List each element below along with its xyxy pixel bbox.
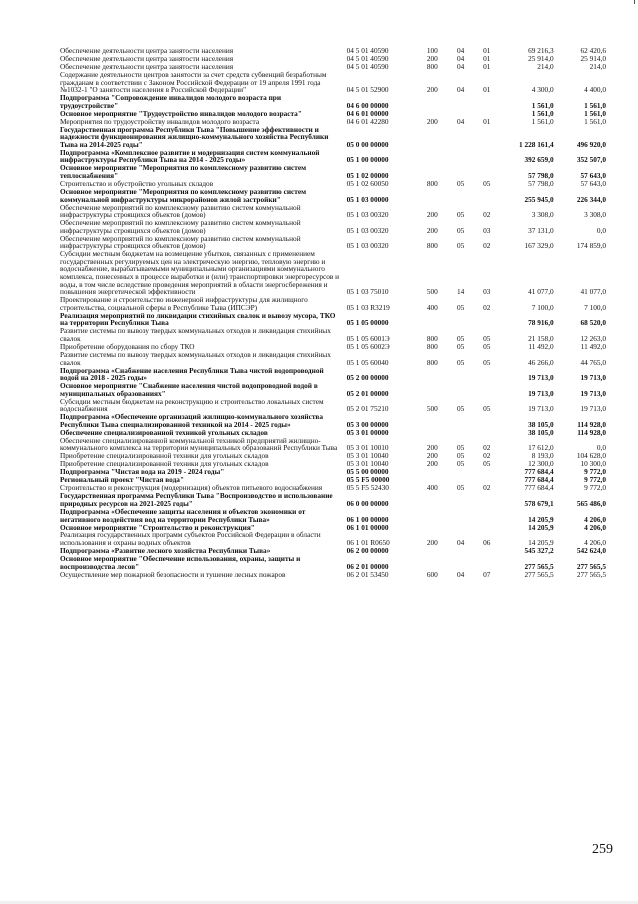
row-subsection: 03	[483, 287, 491, 297]
row-amount-2024: 777 684,4	[524, 475, 554, 485]
row-subsection	[474, 382, 499, 398]
row-section: 04	[456, 569, 465, 579]
row-code: 05 2 01 00000	[346, 388, 389, 398]
row-subsection: 07	[483, 569, 491, 579]
row-amount-2025: 10 300,0	[580, 459, 606, 469]
table-row	[60, 71, 606, 94]
row-expense-type: 800	[426, 241, 438, 251]
row-expense-type	[418, 126, 447, 149]
row-expense-type: 200	[426, 225, 438, 235]
row-code: 04 5 01 40590	[346, 61, 389, 71]
budget-table	[60, 47, 606, 579]
row-amount-2025: 11 492,0	[580, 341, 606, 351]
row-amount-2024: 17 612,0	[528, 443, 554, 453]
row-code: 05 1 02 60050	[346, 179, 389, 188]
row-section	[447, 524, 474, 532]
row-section: 05	[456, 483, 465, 493]
row-section: 05	[456, 404, 465, 414]
row-section: 04	[456, 61, 465, 71]
row-section: 05	[456, 241, 465, 251]
row-expense-type: 200	[426, 116, 438, 126]
row-subsection: 02	[483, 302, 491, 312]
table-row	[60, 126, 606, 149]
row-subsection	[474, 312, 499, 328]
row-expense-type: 800	[426, 341, 438, 351]
row-subsection	[474, 555, 499, 571]
row-expense-type	[418, 164, 447, 180]
row-name: Развитие системы по вывозу твердых коммунальных отходов и ликвидация стихийных свалок	[60, 326, 331, 343]
row-amount-2024: 46 266,0	[528, 357, 554, 367]
row-section	[447, 468, 474, 476]
row-expense-type: 200	[426, 443, 438, 453]
row-amount-2025: 12 263,0	[580, 334, 606, 343]
table-row	[60, 312, 606, 328]
row-name: Основное мероприятие "Обеспечение использования, охраны, защиты и воспроизводства лесов"	[60, 554, 301, 571]
row-expense-type	[418, 382, 447, 398]
row-amount-2025: 44 765,0	[580, 357, 606, 367]
row-amount-2024: 25 914,0	[528, 53, 554, 63]
row-code: 05 1 00 00000	[346, 155, 389, 165]
row-amount-2025: 174 859,0	[576, 241, 606, 251]
row-expense-type: 500	[426, 404, 438, 414]
row-amount-2025: 4 400,0	[584, 85, 606, 95]
row-amount-2025: 226 344,0	[576, 194, 606, 204]
row-name: Подпрограмма "Чистая вода на 2019 - 2024 годы"	[60, 467, 225, 477]
row-subsection	[474, 508, 499, 524]
table-row	[60, 188, 606, 204]
row-name: Обеспечение мероприятий по комплексному развитию систем коммунальной инфраструктуры строящихся объектов (домов)	[60, 218, 301, 235]
row-amount-2024: 57 798,0	[528, 171, 554, 181]
row-expense-type	[418, 149, 447, 165]
row-amount-2025: 4 206,0	[584, 538, 606, 548]
row-amount-2024: 19 713,0	[528, 373, 554, 383]
row-subsection	[474, 468, 499, 476]
row-subsection: 05	[483, 357, 491, 367]
row-code: 04 5 01 40590	[346, 46, 389, 55]
row-amount-2025: 496 920,0	[576, 139, 606, 149]
row-amount-2025: 7 100,0	[584, 302, 606, 312]
row-amount-2025: 214,0	[589, 61, 606, 71]
row-name: Проектирование и строительство инженерной инфраструктуры для жилищного строительства, социальной сферы в Республике Тыва (ИПСЭР)	[60, 295, 308, 312]
row-code: 05 0 00 00000	[346, 139, 389, 149]
row-amount-2024: 69 216,3	[528, 46, 554, 55]
row-name: Обеспечение специализированной коммунальной техникой предприятий жилищно-коммунального комплекса на территории муниципальных образований Республики Тыва	[60, 435, 338, 453]
row-amount-2024: 12 300,0	[528, 459, 554, 469]
row-expense-type: 200	[426, 459, 438, 469]
row-amount-2024: 777 684,4	[524, 483, 554, 493]
row-name: Строительство и реконструкция (модернизация) объектов питьевого водоснабжения	[60, 483, 323, 493]
row-name: Подпрограмма «Снабжение населения Республики Тыва чистой водопроводной водой на 2018 - 2025 годы»	[60, 365, 324, 383]
row-name: Обеспечение деятельности центра занятости населения	[60, 46, 234, 55]
row-section	[447, 126, 474, 149]
table-row	[60, 250, 606, 296]
row-amount-2025: 114 928,0	[577, 419, 606, 429]
row-amount-2025: 57 643,0	[580, 171, 606, 181]
row-section: 05	[456, 334, 465, 343]
row-subsection	[474, 367, 499, 383]
table-row	[60, 235, 606, 251]
row-section	[447, 188, 474, 204]
row-expense-type	[418, 508, 447, 524]
row-amount-2024: 8 193,0	[531, 451, 554, 461]
row-name: Субсидии местным бюджетам на реконструкцию и строительство локальных систем водоснабжения	[60, 396, 324, 414]
row-amount-2025: 0,0	[596, 443, 606, 453]
row-subsection: 02	[483, 241, 491, 251]
row-name: Основное мероприятие "Снабжение населения чистой водопроводной водой в муниципальных образованиях"	[60, 381, 318, 398]
row-section: 05	[456, 341, 465, 351]
row-subsection	[474, 126, 499, 149]
row-name: Государственная программа Республики Тыва "Повышение эффективности и надежности функционирования жилищно-коммунального хозяйства Республики Тыва на 2014-2025 годы"	[60, 124, 329, 149]
row-section	[447, 312, 474, 328]
row-amount-2024: 277 565,5	[524, 561, 554, 571]
row-amount-2024: 255 945,0	[524, 194, 554, 204]
table-row	[60, 94, 606, 110]
row-section: 14	[456, 287, 465, 297]
row-amount-2025: 352 507,0	[576, 155, 606, 165]
row-amount-2024: 1 561,0	[531, 116, 554, 126]
row-amount-2025: 9 772,0	[584, 483, 606, 493]
row-subsection: 01	[483, 61, 491, 71]
row-amount-2025: 104 628,0	[576, 451, 606, 461]
row-name: Подпрограмма «Развитие лесного хозяйства Республики Тыва»	[60, 546, 271, 556]
row-amount-2025: 277 565,5	[576, 569, 606, 579]
row-name: Основное мероприятие "Трудоустройство инвалидов молодого возраста"	[60, 108, 302, 118]
row-subsection	[474, 94, 499, 110]
row-subsection: 01	[483, 46, 491, 55]
row-subsection	[474, 149, 499, 165]
row-amount-2025: 19 713,0	[580, 404, 606, 414]
row-amount-2024: 38 105,0	[528, 427, 554, 437]
row-amount-2025: 57 643,0	[580, 179, 606, 188]
row-section: 05	[456, 225, 465, 235]
row-amount-2024: 37 131,0	[528, 225, 554, 235]
row-name: Подпрограмма «Комплексное развитие и модернизация систем коммунальной инфраструктуры Республики Тыва на 2014 - 2025 годы»	[60, 147, 320, 165]
row-code: 05 2 01 75210	[346, 404, 389, 414]
row-expense-type: 200	[426, 538, 438, 548]
row-amount-2024: 277 565,5	[524, 569, 554, 579]
row-subsection	[474, 413, 499, 429]
row-section	[447, 164, 474, 180]
row-section	[447, 429, 474, 437]
row-subsection: 05	[483, 404, 491, 414]
row-name: Приобретение специализированной техники для угольных складов	[60, 451, 269, 461]
row-amount-2025: 4 206,0	[584, 514, 606, 524]
row-expense-type: 800	[426, 334, 438, 343]
row-name: Реализация мероприятий по ликвидации стихийных свалок и вывозу мусора, ТКО на территории Республики Тыва	[60, 310, 336, 328]
row-section	[447, 413, 474, 429]
row-expense-type	[418, 188, 447, 204]
row-amount-2025: 277 565,5	[576, 561, 606, 571]
table-row	[60, 219, 606, 235]
row-name: Региональный проект "Чистая вода"	[60, 475, 184, 485]
row-expense-type	[418, 547, 447, 555]
row-code: 04 6 00 00000	[346, 100, 389, 110]
budget-table-body	[60, 47, 606, 579]
row-code: 05 1 05 00000	[346, 318, 389, 328]
row-amount-2024: 7 100,0	[531, 302, 554, 312]
row-section: 05	[456, 443, 465, 453]
row-code: 05 1 03 00000	[346, 194, 389, 204]
row-code: 06 1 01 00000	[346, 522, 389, 532]
row-code: 04 6 01 42280	[346, 116, 389, 126]
table-row	[60, 327, 606, 343]
row-code: 06 1 00 00000	[346, 514, 389, 524]
row-name: Осуществление мер пожарной безопасности и тушение лесных пожаров	[60, 569, 286, 579]
row-amount-2024: 14 205,9	[528, 538, 554, 548]
row-expense-type: 600	[426, 569, 438, 579]
row-section: 05	[456, 451, 465, 461]
row-amount-2024: 1 228 161,4	[519, 139, 554, 149]
row-section: 05	[456, 179, 465, 188]
row-name: Содержание деятельности центров занятости за счет средств субвенций безработным гражданам в соответствии с Законом Российской Федерации от 19 апреля 1991 года №1032-1 "О занятости населения в Российской Федерации"	[60, 69, 327, 95]
row-expense-type: 500	[426, 287, 438, 297]
row-expense-type: 800	[426, 357, 438, 367]
row-code: 04 5 01 52900	[346, 85, 389, 95]
row-code: 05 1 03 R3219	[346, 302, 390, 312]
row-amount-2024: 11 492,0	[528, 341, 554, 351]
row-name: Обеспечение мероприятий по комплексному развитию систем коммунальной инфраструктуры строящихся объектов (домов)	[60, 202, 301, 220]
row-amount-2024: 14 205,9	[528, 514, 554, 524]
row-amount-2025: 565 486,0	[576, 498, 606, 508]
row-amount-2024: 38 105,0	[528, 419, 554, 429]
row-subsection: 06	[483, 538, 491, 548]
row-amount-2024: 578 679,1	[524, 498, 554, 508]
row-expense-type: 800	[426, 61, 438, 71]
row-section	[447, 492, 474, 508]
row-section: 04	[456, 53, 465, 63]
table-row	[60, 149, 606, 165]
row-name: Обеспечение специализированной техникой угольных складов	[60, 427, 268, 437]
row-name: Строительство и обустройство угольных складов	[60, 179, 214, 188]
table-row	[60, 555, 606, 571]
row-amount-2024: 545 327,2	[524, 546, 554, 556]
row-expense-type: 200	[426, 85, 438, 95]
row-expense-type	[418, 312, 447, 328]
row-code: 05 1 05 60040	[346, 357, 389, 367]
page-number: 259	[592, 842, 613, 857]
table-row	[60, 492, 606, 508]
row-code: 06 1 01 R0650	[346, 538, 390, 548]
row-subsection	[474, 492, 499, 508]
row-code: 04 6 01 00000	[346, 108, 389, 118]
row-subsection: 01	[483, 116, 491, 126]
row-code: 05 3 01 10010	[346, 443, 389, 453]
table-row	[60, 351, 606, 367]
row-subsection: 01	[483, 53, 491, 63]
row-expense-type	[418, 413, 447, 429]
row-amount-2025: 68 520,0	[580, 318, 606, 328]
row-expense-type	[418, 468, 447, 476]
row-amount-2024: 19 713,0	[528, 388, 554, 398]
row-name: Обеспечение мероприятий по комплексному развитию систем коммунальной инфраструктуры строящихся объектов (домов)	[60, 233, 301, 251]
row-amount-2024: 3 308,0	[531, 210, 554, 220]
row-expense-type: 400	[426, 302, 438, 312]
row-amount-2025: 1 561,0	[584, 116, 606, 126]
row-amount-2025: 19 713,0	[580, 373, 606, 383]
row-code: 05 3 01 10040	[346, 459, 389, 469]
row-subsection	[474, 429, 499, 437]
row-subsection	[474, 188, 499, 204]
row-section	[447, 547, 474, 555]
row-name: Основное мероприятие "Строительство и реконструкция"	[60, 522, 255, 532]
row-amount-2024: 21 158,0	[528, 334, 554, 343]
row-subsection	[474, 547, 499, 555]
row-subsection: 03	[483, 225, 491, 235]
row-section: 04	[456, 85, 465, 95]
row-section: 05	[456, 459, 465, 469]
row-expense-type: 800	[426, 179, 438, 188]
row-section	[447, 555, 474, 571]
table-row	[60, 296, 606, 312]
row-expense-type	[418, 94, 447, 110]
row-code: 06 2 01 00000	[346, 561, 389, 571]
row-code: 06 2 00 00000	[346, 546, 389, 556]
row-amount-2025: 1 561,0	[584, 108, 606, 118]
row-expense-type: 100	[426, 46, 438, 55]
row-name: Обеспечение деятельности центра занятости населения	[60, 61, 234, 71]
row-subsection: 01	[483, 85, 491, 95]
row-section	[447, 149, 474, 165]
row-subsection: 05	[483, 341, 491, 351]
row-name: Подпрограмма «Обеспечение организаций жилищно-коммунального хозяйства Республики Тыва специализированной техникой на 2014 - 2025 годы»	[60, 412, 324, 429]
row-amount-2025: 9 772,0	[584, 467, 606, 477]
row-amount-2024: 78 916,0	[528, 318, 554, 328]
row-expense-type	[418, 367, 447, 383]
row-code: 05 1 05 6002Э	[346, 341, 390, 351]
table-row	[60, 367, 606, 383]
row-name: Основное мероприятие "Мероприятия по комплексному развитию систем теплоснабжения"	[60, 163, 307, 181]
row-section: 05	[456, 210, 465, 220]
row-subsection: 02	[483, 443, 491, 453]
table-row	[60, 398, 606, 414]
row-amount-2024: 14 205,9	[528, 522, 554, 532]
row-name: Подпрограмма "Сопровождение инвалидов молодого возраста при трудоустройстве"	[60, 93, 282, 110]
row-expense-type	[418, 429, 447, 437]
row-code: 06 0 00 00000	[346, 498, 389, 508]
row-amount-2024: 41 077,0	[528, 287, 554, 297]
row-name: Мероприятия по трудоустройству инвалидов молодого возраста	[60, 116, 260, 126]
row-code: 05 1 05 6001Э	[346, 334, 390, 343]
row-code: 05 3 01 10040	[346, 451, 389, 461]
row-amount-2025: 62 420,6	[580, 46, 606, 55]
row-subsection: 02	[483, 483, 491, 493]
row-amount-2024: 1 561,0	[531, 100, 554, 110]
row-section: 04	[456, 46, 465, 55]
row-section	[447, 382, 474, 398]
row-amount-2024: 57 798,0	[528, 179, 554, 188]
row-amount-2025: 114 928,0	[577, 427, 606, 437]
row-name: Развитие системы по вывозу твердых коммунальных отходов и ликвидация стихийных свалок	[60, 349, 331, 367]
row-name: Реализация государственных программ субъектов Российской Федерации в области использования и охраны водных объектов	[60, 530, 321, 548]
row-section: 04	[456, 538, 465, 548]
row-amount-2025: 19 713,0	[580, 388, 606, 398]
row-name: Приобретение специализированной техники для угольных складов	[60, 459, 269, 469]
row-amount-2024: 167 329,0	[524, 241, 554, 251]
row-name: Обеспечение деятельности центра занятости населения	[60, 53, 234, 63]
row-code: 05 1 02 00000	[346, 171, 389, 181]
row-subsection: 05	[483, 179, 491, 188]
row-name: Подпрограмма «Обеспечение защиты населения и объектов экономики от негативного воздействия вод на территории Республики Тыва»	[60, 506, 306, 524]
row-section: 04	[456, 116, 465, 126]
row-amount-2024: 777 684,4	[524, 467, 554, 477]
row-amount-2025: 0,0	[596, 225, 606, 235]
row-amount-2025: 9 772,0	[584, 475, 606, 485]
row-name: Приобретение оборудования по сбору ТКО	[60, 341, 195, 351]
row-amount-2024: 4 300,0	[531, 85, 554, 95]
row-code: 05 5 F5 00000	[346, 475, 390, 485]
row-expense-type: 400	[426, 483, 438, 493]
row-subsection: 02	[483, 210, 491, 220]
table-row	[60, 164, 606, 180]
row-section	[447, 94, 474, 110]
row-expense-type: 200	[426, 451, 438, 461]
row-amount-2024: 1 561,0	[531, 108, 554, 118]
table-row	[60, 571, 606, 579]
row-code: 05 1 03 75010	[346, 287, 389, 297]
row-name: Государственная программа Республики Тыва "Воспроизводство и использование природных ресурсов на 2021-2025 годы"	[60, 491, 333, 508]
row-amount-2024: 392 659,0	[524, 155, 554, 165]
table-row	[60, 413, 606, 429]
row-code: 05 5 F5 52430	[346, 483, 389, 493]
row-name: Основное мероприятие "Мероприятия по комплексному развитию систем коммунальной инфраструктуры микрорайонов жилой застройки"	[60, 186, 307, 204]
row-amount-2025: 25 914,0	[580, 53, 606, 63]
row-subsection: 02	[483, 451, 491, 461]
row-amount-2025: 4 206,0	[584, 522, 606, 532]
row-code: 05 3 00 00000	[346, 419, 389, 429]
row-expense-type	[418, 492, 447, 508]
row-code: 05 3 01 00000	[346, 427, 389, 437]
row-section	[447, 367, 474, 383]
row-amount-2025: 1 561,0	[584, 100, 606, 110]
row-code: 05 2 00 00000	[346, 373, 389, 383]
table-row	[60, 437, 606, 453]
row-expense-type	[418, 555, 447, 571]
row-amount-2025: 542 624,0	[576, 546, 606, 556]
row-section: 05	[456, 302, 465, 312]
row-code: 04 5 01 40590	[346, 53, 389, 63]
row-amount-2025: 41 077,0	[580, 287, 606, 297]
row-section: 05	[456, 357, 465, 367]
row-subsection: 05	[483, 459, 491, 469]
row-subsection	[474, 164, 499, 180]
row-subsection	[474, 524, 499, 532]
row-section	[447, 508, 474, 524]
row-expense-type	[418, 524, 447, 532]
row-code: 06 2 01 53450	[346, 569, 389, 579]
row-name: Субсидии местным бюджетам на возмещение убытков, связанных с применением государственных регулируемых цен на электрическую энергию, тепловую энергию и водоснабжение, вырабатываемыми муниципальными организациями коммунального комплекса, понесенных в процессе выработки и (или) транспортировки энергоресурсов и воды, в том числе вследствие проведения мероприятий в области энергосбережения и повышения энергетической эффективности	[60, 249, 340, 297]
table-row	[60, 531, 606, 547]
row-code: 05 5 00 00000	[346, 467, 389, 477]
row-amount-2025: 3 308,0	[584, 210, 606, 220]
row-code: 05 1 03 00320	[346, 210, 389, 220]
table-row	[60, 204, 606, 220]
row-code: 05 1 03 00320	[346, 225, 389, 235]
row-expense-type: 200	[426, 210, 438, 220]
table-row	[60, 508, 606, 524]
scan-corner-mark	[634, 0, 635, 4]
row-code: 05 1 03 00320	[346, 241, 389, 251]
row-amount-2024: 19 713,0	[528, 404, 554, 414]
row-subsection: 05	[483, 334, 491, 343]
row-amount-2024: 214,0	[537, 61, 554, 71]
table-row	[60, 382, 606, 398]
row-expense-type: 200	[426, 53, 438, 63]
